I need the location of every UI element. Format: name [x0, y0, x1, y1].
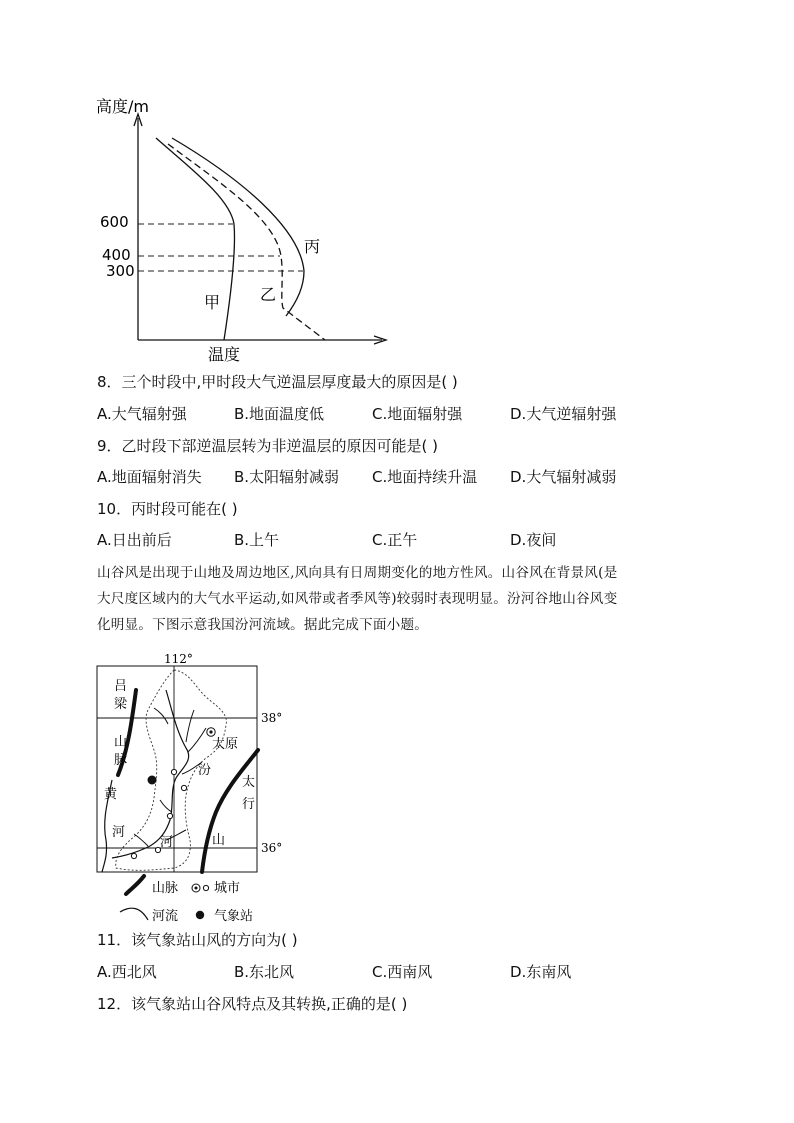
question-10-option-a[interactable]: A.日出前后 — [97, 531, 172, 549]
curve-bing — [172, 138, 304, 316]
series-label-yi: 乙 — [260, 285, 277, 304]
label-lv: 吕 — [114, 679, 128, 694]
legend-mountain-label: 山脉 — [152, 881, 179, 896]
label-hang: 行 — [242, 797, 256, 812]
label-liang: 梁 — [114, 697, 128, 712]
legend-station-label: 气象站 — [214, 909, 254, 924]
legend-station-symbol — [196, 911, 204, 919]
y-tick-300: 300 — [106, 262, 135, 280]
question-10-stem: 10．丙时段可能在( ) — [97, 500, 238, 518]
weather-station-marker — [148, 776, 157, 785]
question-12-stem: 12．该气象站山谷风特点及其转换,正确的是( ) — [97, 995, 408, 1013]
question-11-option-a[interactable]: A.西北风 — [97, 963, 157, 981]
label-mai: 脉 — [114, 753, 128, 768]
legend-mountain-symbol — [126, 876, 144, 894]
temperature-height-chart — [90, 88, 410, 368]
question-9-option-c[interactable]: C.地面持续升温 — [372, 468, 478, 486]
passage-line-1: 山谷风是出现于山地及周边地区,风向具有日周期变化的地方性风。山谷风在背景风(是 — [97, 565, 618, 581]
passage — [97, 560, 717, 638]
curve-yi — [168, 144, 325, 340]
legend-river-label: 河流 — [152, 909, 179, 924]
question-9-option-d[interactable]: D.大气辐射减弱 — [510, 468, 617, 486]
curve-jia — [156, 138, 235, 340]
label-taihang-shan: 山 — [212, 833, 226, 848]
label-taiyuan: 太原 — [212, 737, 239, 752]
lon-label: 112° — [164, 652, 193, 666]
question-8-option-c[interactable]: C.地面辐射强 — [372, 405, 463, 423]
question-9-option-b[interactable]: B.太阳辐射减弱 — [234, 468, 340, 486]
y-tick-600: 600 — [100, 213, 129, 231]
label-fen: 汾 — [198, 763, 212, 778]
question-11-option-b[interactable]: B.东北风 — [234, 963, 295, 981]
question-10-option-c[interactable]: C.正午 — [372, 531, 418, 549]
question-10-option-d[interactable]: D.夜间 — [510, 531, 557, 549]
question-9-option-a[interactable]: A.地面辐射消失 — [97, 468, 202, 486]
taiyuan-city-inner — [209, 730, 212, 733]
y-axis-label: 高度/m — [96, 97, 149, 116]
lat-label-38: 38° — [261, 711, 283, 725]
lat-label-36: 36° — [261, 841, 283, 855]
y-tick-400: 400 — [102, 246, 131, 264]
question-11-option-c[interactable]: C.西南风 — [372, 963, 433, 981]
city-3 — [167, 813, 172, 818]
fen-tributary-3 — [188, 728, 206, 752]
question-8-option-d[interactable]: D.大气逆辐射强 — [510, 405, 617, 423]
passage-line-2: 大尺度区域内的大气水平运动,如风带或者季风等)较弱时表现明显。汾河谷地山谷风变 — [97, 591, 618, 607]
question-8-option-a[interactable]: A.大气辐射强 — [97, 405, 187, 423]
fen-tributary-1 — [154, 708, 168, 724]
legend-city-symbol-minor — [203, 885, 208, 890]
label-huang: 黄 — [104, 787, 118, 802]
question-9-stem: 9．乙时段下部逆温层转为非逆温层的原因可能是( ) — [97, 437, 439, 455]
city-1 — [171, 769, 176, 774]
label-shan: 山 — [114, 735, 128, 750]
question-8-option-b[interactable]: B.地面温度低 — [234, 405, 325, 423]
label-fen-he: 河 — [160, 835, 174, 850]
label-tai: 太 — [242, 775, 256, 790]
legend-city-symbol-major-dot — [195, 887, 198, 890]
fen-tributary-2 — [186, 710, 194, 742]
x-axis-label: 温度 — [208, 345, 241, 364]
question-11-stem: 11．该气象站山风的方向为( ) — [97, 931, 298, 949]
label-huang-he: 河 — [112, 825, 126, 840]
fen-tributary-5 — [160, 800, 172, 812]
question-11-option-d[interactable]: D.东南风 — [510, 963, 572, 981]
legend-city-label: 城市 — [214, 881, 241, 896]
series-label-bing: 丙 — [304, 237, 321, 256]
series-label-jia: 甲 — [204, 293, 221, 312]
fen-tributary-7 — [134, 834, 148, 846]
question-8-stem: 8．三个时段中,甲时段大气逆温层厚度最大的原因是( ) — [97, 373, 458, 391]
question-10-option-b[interactable]: B.上午 — [234, 531, 280, 549]
city-4 — [131, 853, 136, 858]
passage-line-3: 化明显。下图示意我国汾河流域。据此完成下面小题。 — [97, 617, 429, 633]
fen-river-map — [94, 650, 294, 930]
legend-river-symbol — [120, 908, 148, 920]
city-2 — [181, 785, 186, 790]
